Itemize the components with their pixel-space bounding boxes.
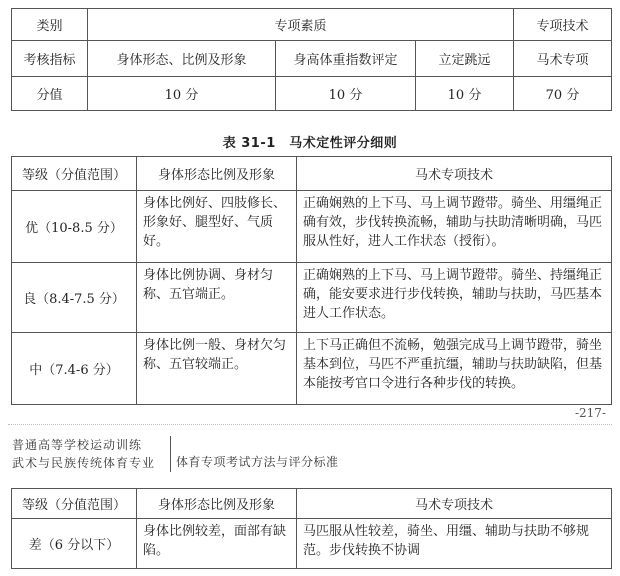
table-row xyxy=(12,333,612,405)
indicator-label: 考核指标 xyxy=(12,41,88,77)
skill-cell: 上下马正确但不流畅，勉强完成马上调节蹬带，骑坐基本到位，马匹不严重抗缰，辅助与扶助缺陷，但基本能按考官口令进行各种步伐的转换。 xyxy=(297,333,612,405)
table-caption: 表 31-1 马术定性评分细则 xyxy=(222,136,398,151)
table-row xyxy=(12,263,612,333)
skill-cell: 正确娴熟的上下马、马上调节蹬带。骑坐、持缰绳正确，能安要求进行步伐转换，辅助与扶助，马匹基本进人工作状态。 xyxy=(297,263,612,333)
score-bmi: 10 分 xyxy=(276,77,416,111)
special-skill-header: 专项技术 xyxy=(514,9,612,41)
table-row xyxy=(12,191,612,263)
skill-cell: 马匹服从性较差，骑坐、用缰、辅助与扶助不够规范。步伐转换不协调 xyxy=(297,519,612,569)
skill-column-header: 马术专项技术 xyxy=(297,157,612,191)
table-row xyxy=(12,519,612,569)
page-divider xyxy=(8,424,612,425)
qualitative-scoring-table xyxy=(11,156,612,405)
category-header: 类别 xyxy=(12,9,88,41)
indicator-equestrian: 马术专项 xyxy=(514,41,612,77)
assessment-indicator-table xyxy=(11,8,612,111)
grade-cell: 优（10-8.5 分） xyxy=(12,191,137,263)
grade-cell: 差（6 分以下） xyxy=(12,519,137,569)
score-body-shape: 10 分 xyxy=(88,77,276,111)
grade-column-header: 等级（分值范围） xyxy=(12,157,137,191)
body-column-header: 身体形态比例及形象 xyxy=(137,489,297,519)
body-cell: 身体比例好、四肢修长、形象好、腿型好、气质好。 xyxy=(137,191,297,263)
score-standing-jump: 10 分 xyxy=(416,77,514,111)
running-header-separator xyxy=(170,436,171,472)
skill-column-header: 马术专项技术 xyxy=(297,489,612,519)
running-header-right: 体育专项考试方法与评分标准 xyxy=(176,455,339,469)
skill-cell: 正确娴熟的上下马、马上调节蹬带。骑坐、用缰绳正确有效，步伐转换流畅，辅助与扶助清晰明确，马匹服从性好，进人工作状态（授衔）。 xyxy=(297,191,612,263)
running-header-line2: 武术与民族传统体育专业 xyxy=(12,456,156,470)
indicator-bmi: 身高体重指数评定 xyxy=(276,41,416,77)
grade-cell: 中（7.4-6 分） xyxy=(12,333,137,405)
grade-cell: 良（8.4-7.5 分） xyxy=(12,263,137,333)
page-number: -217- xyxy=(574,406,606,420)
running-header-line1: 普通高等学校运动训练 xyxy=(12,438,143,452)
body-cell: 身体比例一般、身材欠匀称、五官较端正。 xyxy=(137,333,297,405)
grade-column-header: 等级（分值范围） xyxy=(12,489,137,519)
indicator-body-shape: 身体形态、比例及形象 xyxy=(88,41,276,77)
score-label: 分值 xyxy=(12,77,88,111)
running-header-left xyxy=(12,436,172,472)
special-quality-header: 专项素质 xyxy=(88,9,514,41)
body-cell: 身体比例较差，面部有缺陷。 xyxy=(137,519,297,569)
body-cell: 身体比例协调、身材匀称、五官端正。 xyxy=(137,263,297,333)
body-column-header: 身体形态比例及形象 xyxy=(137,157,297,191)
indicator-standing-jump: 立定跳远 xyxy=(416,41,514,77)
score-equestrian: 70 分 xyxy=(514,77,612,111)
qualitative-scoring-table-continued xyxy=(11,488,612,569)
